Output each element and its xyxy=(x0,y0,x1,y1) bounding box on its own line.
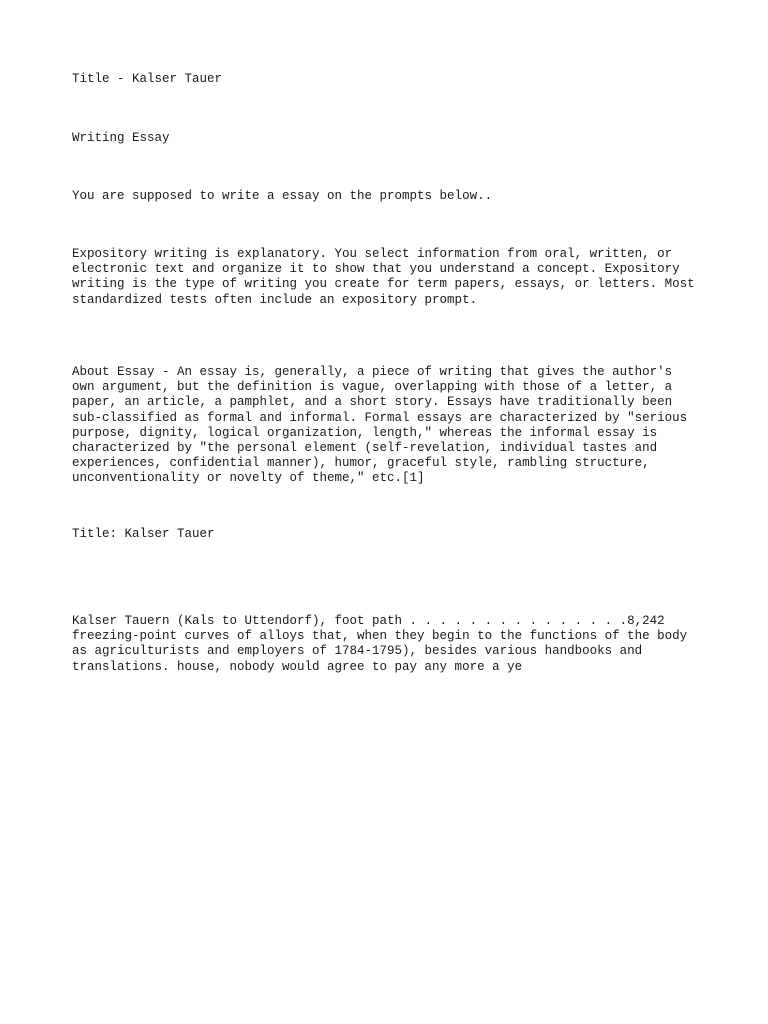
paragraph-line: own argument, but the definition is vague, overlapping with those of a letter, a xyxy=(72,380,673,395)
paragraph-line: Expository writing is explanatory. You select information from oral, written, or xyxy=(72,247,673,261)
paragraph-line: characterized by "the personal element (self-revelation, individual tastes and xyxy=(72,441,658,456)
paragraph-line: About Essay - An essay is, generally, a piece of writing that gives the author's xyxy=(72,365,673,379)
about-essay-paragraph xyxy=(72,365,687,487)
paragraph-line: purpose, dignity, logical organization, length," whereas the informal essay is xyxy=(72,425,658,440)
paragraph-line: experiences, confidential manner), humor, graceful style, rambling structure, xyxy=(72,456,650,471)
paragraph-line: freezing-point curves of alloys that, when they begin to the functions of the body xyxy=(72,629,688,644)
paragraph-line: writing is the type of writing you create for term papers, essays, or letters. Most xyxy=(72,277,695,292)
body-paragraph xyxy=(72,614,687,675)
paragraph-line: unconventionality or novelty of theme," etc.[1] xyxy=(72,471,425,486)
second-title: Title: Kalser Tauer xyxy=(72,527,215,541)
paragraph-line: sub-classified as formal and informal. Formal essays are characterized by "serious xyxy=(72,410,688,425)
paragraph-line: standardized tests often include an expository prompt. xyxy=(72,292,478,307)
expository-paragraph xyxy=(72,247,695,308)
instruction-text: You are supposed to write a essay on the prompts below.. xyxy=(72,189,493,203)
paragraph-line: as agriculturists and employers of 1784-1795), besides various handbooks and xyxy=(72,644,643,659)
paragraph-line: translations. house, nobody would agree to pay any more a ye xyxy=(72,659,523,674)
title-line: Title - Kalser Tauer xyxy=(72,72,223,86)
paragraph-line: paper, an article, a pamphlet, and a short story. Essays have traditionally been xyxy=(72,395,673,410)
paragraph-line: electronic text and organize it to show that you understand a concept. Expository xyxy=(72,262,680,277)
paragraph-line: Kalser Tauern (Kals to Uttendorf), foot path . . . . . . . . . . . . . . .8,242 xyxy=(72,614,665,628)
essay-heading: Writing Essay xyxy=(72,131,170,145)
